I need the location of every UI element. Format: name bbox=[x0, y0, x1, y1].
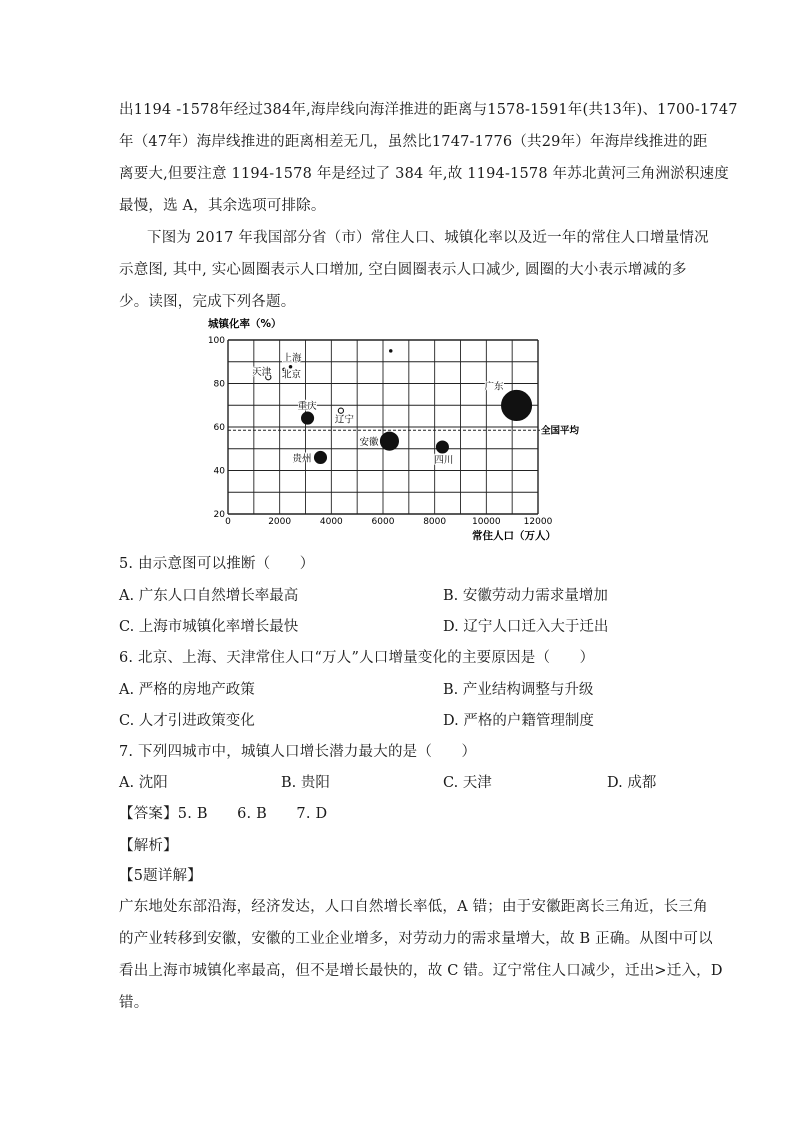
y-tick-label: 60 bbox=[213, 423, 225, 433]
data-point-label: 天津 bbox=[252, 367, 272, 379]
paragraph2-line-3: 少。读图，完成下列各题。 bbox=[119, 294, 296, 310]
paragraph1-line-2: 年（47年）海岸线推进的距离相差无几，虽然比1747-1776（共29年）年海岸线推进的距 bbox=[119, 134, 708, 150]
data-point-label: 广东 bbox=[484, 381, 504, 393]
data-point-label: 安徽 bbox=[359, 437, 379, 449]
q7-option-a: A. 沈阳 bbox=[119, 775, 168, 791]
data-point bbox=[390, 350, 392, 352]
paragraph2-line-2: 示意图, 其中, 实心圆圈表示人口增加, 空白圆圈表示人口减少, 圆圈的大小表示增减的多 bbox=[119, 262, 687, 278]
data-point-label: 辽宁 bbox=[334, 414, 354, 426]
x-tick-label: 2000 bbox=[268, 517, 292, 527]
population-urbanization-chart bbox=[200, 313, 600, 543]
x-tick-label: 6000 bbox=[371, 517, 395, 527]
y-tick-label: 100 bbox=[207, 336, 225, 346]
q5-option-d: D. 辽宁人口迁入大于迁出 bbox=[443, 619, 609, 635]
data-point bbox=[436, 441, 448, 453]
x-tick-label: 0 bbox=[225, 517, 231, 527]
y-tick-label: 20 bbox=[213, 510, 225, 520]
paragraph1-line-3: 离要大,但要注意 1194-1578 年是经过了 384 年,故 1194-1578 年苏北黄河三角洲淤积速度 bbox=[119, 166, 729, 182]
data-point-label: 重庆 bbox=[297, 401, 317, 413]
q6-option-a: A. 严格的房地产政策 bbox=[119, 682, 255, 698]
explanation-line-4: 错。 bbox=[119, 995, 149, 1011]
q5-detail-heading: 【5题详解】 bbox=[119, 868, 202, 884]
data-point bbox=[302, 412, 314, 424]
q7-option-b: B. 贵阳 bbox=[281, 775, 330, 791]
data-point-label: 上海 bbox=[282, 352, 302, 364]
y-axis-label: 城镇化率（%） bbox=[208, 318, 282, 330]
explanation-line-2: 的产业转移到安徽，安徽的工业企业增多，对劳动力的需求量增大，故 B 正确。从图中可以 bbox=[119, 931, 713, 947]
data-point bbox=[289, 366, 291, 368]
q7-option-c: C. 天津 bbox=[443, 775, 492, 791]
q6-option-b: B. 产业结构调整与升级 bbox=[443, 682, 594, 698]
data-point-label: 北京 bbox=[282, 369, 302, 381]
data-point bbox=[338, 408, 343, 413]
q6-option-d: D. 严格的户籍管理制度 bbox=[443, 713, 594, 729]
y-tick-label: 40 bbox=[213, 466, 225, 477]
q5-option-b: B. 安徽劳动力需求量增加 bbox=[443, 588, 608, 604]
paragraph1-line-1: 出1194 -1578年经过384年,海岸线向海洋推进的距离与1578-1591年(共13年)、1700-1747 bbox=[119, 102, 738, 118]
explanation-line-1: 广东地处东部沿海，经济发达，人口自然增长率低，A 错；由于安徽距离长三角近，长三角 bbox=[119, 899, 708, 915]
x-tick-label: 8000 bbox=[423, 517, 447, 527]
data-point-label: 四川 bbox=[434, 455, 454, 467]
data-point bbox=[380, 432, 398, 450]
q7-option-d: D. 成都 bbox=[607, 775, 657, 791]
q5-option-c: C. 上海市城镇化率增长最快 bbox=[119, 619, 299, 635]
data-point bbox=[314, 451, 326, 463]
x-tick-label: 12000 bbox=[523, 517, 553, 527]
answer-line: 【答案】5. B 6. B 7. D bbox=[119, 806, 328, 822]
chart-svg bbox=[200, 313, 600, 543]
y-tick-label: 80 bbox=[213, 379, 225, 390]
x-tick-label: 10000 bbox=[472, 517, 501, 527]
x-axis-label: 常住人口（万人） bbox=[472, 530, 556, 542]
explanation-line-3: 看出上海市城镇化率最高，但不是增长最快的，故 C 错。辽宁常住人口减少，迁出>迁入，D bbox=[119, 963, 723, 979]
q6-option-c: C. 人才引进政策变化 bbox=[119, 713, 255, 729]
data-point-label: 贵州 bbox=[292, 453, 312, 465]
q6-stem: 6. 北京、上海、天津常住人口“万人”人口增量变化的主要原因是（ ） bbox=[119, 650, 595, 666]
paragraph1-line-4: 最慢，选 A，其余选项可排除。 bbox=[119, 198, 326, 214]
paragraph2-line-1: 下图为 2017 年我国部分省（市）常住人口、城镇化率以及近一年的常住人口增量情况 bbox=[147, 230, 709, 246]
national-average-label: 全国平均 bbox=[541, 425, 580, 437]
q5-option-a: A. 广东人口自然增长率最高 bbox=[119, 588, 299, 604]
data-point bbox=[502, 390, 532, 420]
q7-stem: 7. 下列四城市中，城镇人口增长潜力最大的是（ ） bbox=[119, 744, 477, 760]
q5-stem: 5. 由示意图可以推断（ ） bbox=[119, 556, 315, 572]
analysis-heading: 【解析】 bbox=[119, 838, 178, 854]
x-tick-label: 4000 bbox=[319, 517, 343, 527]
